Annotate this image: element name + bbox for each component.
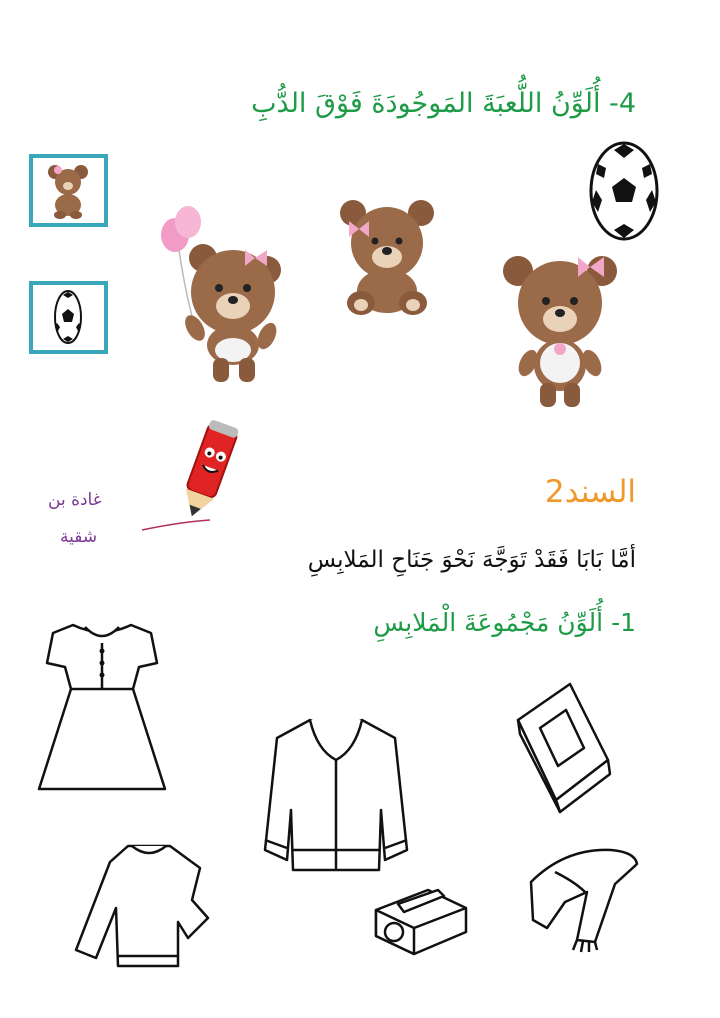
teddy-bear-icon xyxy=(33,158,104,223)
option-box-bear[interactable] xyxy=(29,154,108,227)
soccer-ball-icon xyxy=(588,140,660,242)
author-name-line1: غادة بن xyxy=(48,490,102,510)
sanad-heading: السند2 xyxy=(544,474,636,510)
option-box-ball[interactable] xyxy=(29,281,108,354)
book-icon[interactable] xyxy=(510,680,615,815)
dress-icon[interactable] xyxy=(33,615,171,797)
soccer-ball-icon xyxy=(33,285,104,350)
section1-instruction: 1- أُلَوِّنُ مَجْمُوعَةَ الْمَلابِسِ xyxy=(373,608,636,637)
teddy-bear-sitting-icon xyxy=(333,195,441,317)
teddy-bear-balloons-icon xyxy=(155,200,290,385)
jacket-icon[interactable] xyxy=(255,710,417,875)
sanad-sentence: أمَّا بَابَا فَقَدْ تَوَجَّهَ نَحْوَ جَنَاحِ المَلابِسِ xyxy=(307,547,636,573)
pencil-icon xyxy=(140,420,240,535)
pencil-sharpener-icon[interactable] xyxy=(368,880,473,960)
scarf-icon[interactable] xyxy=(525,842,645,954)
author-name-line2: شقية xyxy=(60,527,98,547)
teddy-bear-bow-icon xyxy=(500,245,620,410)
sweater-icon[interactable] xyxy=(70,838,220,973)
section4-instruction: 4- أُلَوِّنُ اللُّعبَةَ المَوجُودَةَ فَوْقَ الدُّبِ xyxy=(251,88,636,119)
